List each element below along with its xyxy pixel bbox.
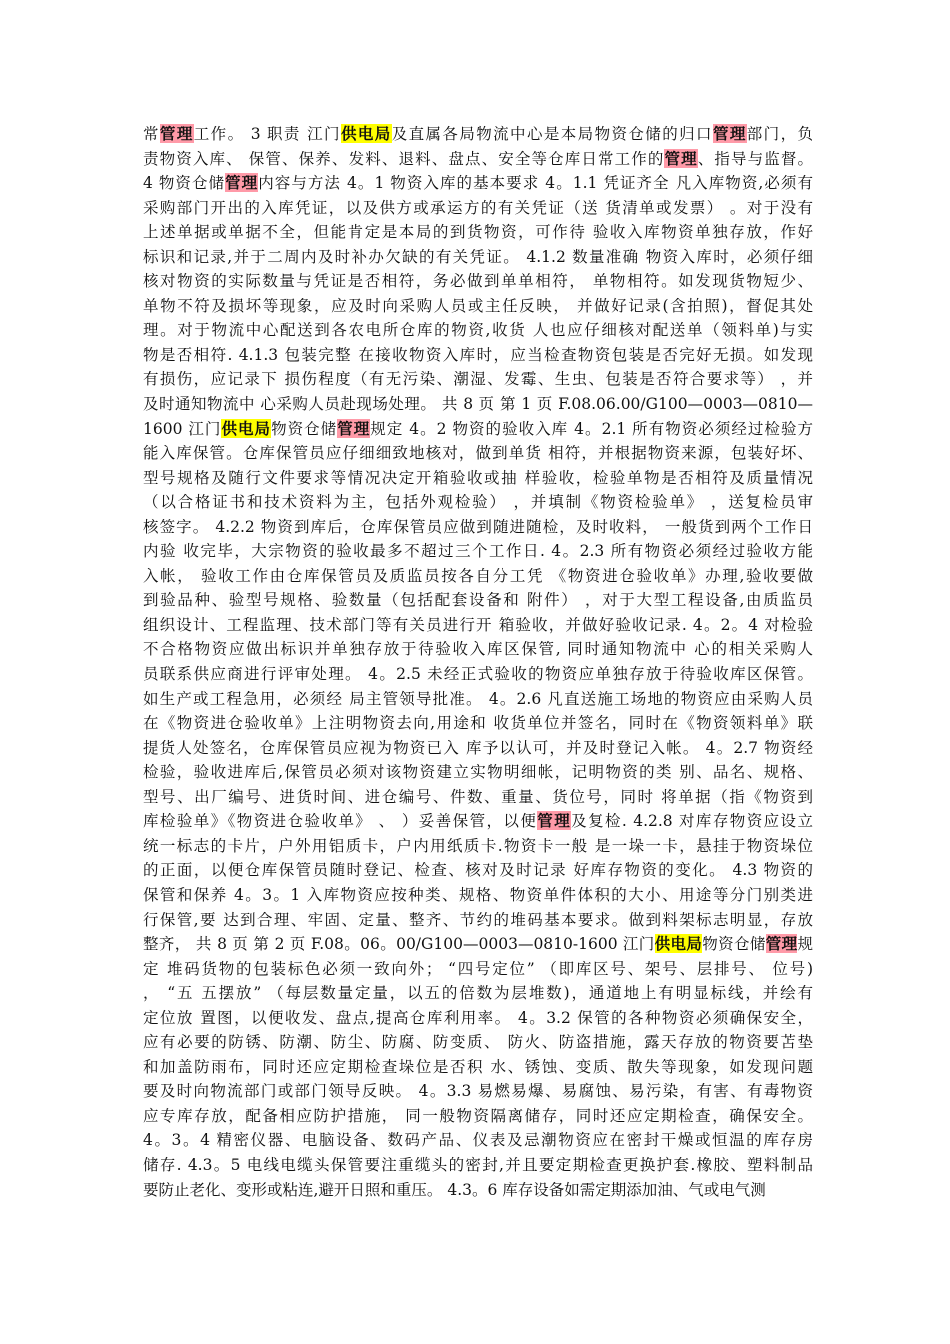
text-segment: 及时通知物流中 心采购人员赴现场处理。 共 8 页 第 1 页 F.08.06.00/G100—0003—0810— [143, 395, 813, 414]
text-segment: 组织设计、工程监理、技术部门等有关员进行开 箱验收，并做好验收记录. 4。2。4 对检验 [143, 615, 813, 634]
text-line [143, 932, 813, 957]
text-segment: 4。3。4 精密仪器、电脑设备、数码产品、仪表及忌潮物资应在密封干燥或恒温的库存房 [143, 1131, 813, 1150]
text-segment: 应专库存放，配备相应防护措施， 同一般物资隔离储存，同时还应定期检查，确保安全。 [143, 1106, 813, 1125]
text-line [143, 981, 813, 1006]
text-segment: 提货人处签名，仓库保管员应视为物资已入 库予以认可，并及时登记入帐。 4。2.7 物资经 [143, 738, 813, 757]
text-segment: 检验，验收进库后,保管员必须对该物资建立实物明细帐，记明物资的类 别、品名、规格、 [143, 763, 813, 782]
text-segment: 到验品种、验型号规格、验数量（包括配套设备和 附件） ，对于大型工程设备,由质监员 [143, 591, 813, 610]
text-segment: 常 [143, 125, 160, 143]
body-text [143, 122, 813, 1202]
text-segment: 定 堆码货物的包装标色必须一致向外； “四号定位” （即库区号、架号、层排号、 位号) [143, 959, 813, 978]
text-segment: 统一标志的卡片，户外用铝质卡，户内用纸质卡.物资卡一般 是一垛一卡，悬挂于物资垛位 [143, 836, 813, 855]
text-line [143, 269, 813, 294]
text-segment: 责物资入库、 保管、保养、发料、退料、盘点、安全等仓库日常工作的 [143, 149, 665, 168]
text-segment: 及直属各局物流中心是本局物资仓储的归口 [391, 125, 713, 143]
text-line [143, 417, 813, 442]
text-line [143, 687, 813, 712]
text-segment: 在《物资进仓验收单》上注明物资去向,用途和 收货单位并签名，同时在《物资领料单》联 [143, 714, 813, 733]
text-segment: 工作。 3 职责 江门 [193, 125, 341, 143]
text-segment: 及复检. 4.2.8 对库存物资应设立 [571, 812, 813, 831]
text-segment: 保管和保养 4。3。1 入库物资应按种类、规格、物资单件体积的大小、用途等分门别类进 [143, 885, 813, 904]
highlighted-term: 管理 [664, 148, 698, 168]
text-segment: 行保管,要 达到合理、牢固、定量、整齐、节约的堆码基本要求。做到料架标志明显，存放 [143, 910, 813, 929]
text-segment: ， “五 五摆放” （每层数量定量，以五的倍数为层堆数)，通道地上有明显标线，并绘有 [143, 984, 813, 1003]
text-segment: 采购部门开出的入库凭证，以及供方或承运方的有关凭证（送 货清单或发票） 。对于没有 [143, 198, 813, 217]
text-line [143, 785, 813, 810]
highlighted-term: 管理 [765, 934, 798, 954]
text-line [143, 220, 813, 245]
text-line [143, 1055, 813, 1080]
highlighted-term: 管理 [337, 418, 371, 438]
text-line [143, 367, 813, 392]
text-segment: 入帐， 验收工作由仓库保管员及质监员按各自分工凭 《物资进仓验收单》办理,验收要做 [143, 566, 813, 585]
text-segment: 内容与方法 4。1 物资入库的基本要求 4。1.1 凭证齐全 凡入库物资,必须有 [258, 174, 813, 193]
text-line [143, 736, 813, 761]
text-line [143, 637, 813, 662]
text-line [143, 1153, 813, 1178]
text-segment: 核签字。 4.2.2 物资到库后，仓库保管员应做到随进随检，及时收料， 一般货到两个工作日 [143, 517, 813, 536]
text-segment: 标识和记录,并于二周内及时补办欠缺的有关凭证。 4.1.2 数量准确 物资入库时，必须仔细 [143, 247, 813, 266]
text-segment: 规 [797, 935, 813, 954]
text-line [143, 908, 813, 933]
text-line [143, 122, 813, 147]
text-line [143, 147, 813, 172]
text-line [143, 1128, 813, 1153]
highlighted-term: 供电局 [654, 934, 703, 954]
text-line [143, 957, 813, 982]
text-segment: 理。对于物流中心配送到各农电所仓库的物资,收货 人也应仔细核对配送单（领料单)与实 [143, 321, 813, 340]
text-segment: 定位放 置图，以便收发、盘点,提高仓库利用率。 4。3.2 保管的各种物资必须确保安全， [143, 1008, 813, 1027]
text-line [143, 1178, 813, 1203]
text-segment: 型号、出厂编号、进货时间、进仓编号、件数、重量、货位号，同时 将单据（指《物资到 [143, 787, 813, 806]
text-segment: 整齐， 共 8 页 第 2 页 F.08。06。00/G100—0003—0810-1600 江门 [143, 935, 655, 954]
text-segment: 物资仓储 [702, 935, 766, 954]
text-line [143, 1030, 813, 1055]
text-line [143, 196, 813, 221]
text-segment: 的正面，以便仓库保管员随时登记、检查、核对及时记录 好库存物资的变化。 4.3 物资的 [143, 861, 813, 880]
text-line [143, 858, 813, 883]
text-segment: （以合格证书和技术资料为主，包括外观检验） ，并填制《物资检验单》 ，送复检员审 [143, 493, 813, 512]
highlighted-term: 管理 [537, 811, 572, 831]
text-line [143, 809, 813, 834]
text-line [143, 490, 813, 515]
text-line [143, 171, 813, 196]
text-line [143, 466, 813, 491]
text-segment: 物资仓储 [271, 419, 338, 438]
text-segment: 型号规格及随行文件要求等情况决定开箱验收或抽 样验收，检验单物是否相符及质量情况 [143, 468, 813, 487]
text-line [143, 588, 813, 613]
text-line [143, 1104, 813, 1129]
text-line [143, 564, 813, 589]
highlighted-term: 管理 [225, 173, 259, 193]
text-segment: 物是否相符. 4.1.3 包装完整 在接收物资入库时，应当检查物资包装是否完好无损。如发现 [143, 345, 813, 364]
text-line [143, 343, 813, 368]
text-segment: 不合格物资应做出标识并单独存放于待验收入库区保管, 同时通知物流中 心的相关采购人 [143, 640, 813, 659]
text-segment: 规定 4。2 物资的验收入库 4。2.1 所有物资必须经过检验方 [370, 419, 813, 438]
text-line [143, 711, 813, 736]
text-line [143, 392, 813, 417]
text-segment: 上述单据或单据不全，但能肯定是本局的到货物资，可作待 验收入库物资单独存放，作好 [143, 223, 813, 242]
text-line [143, 1079, 813, 1104]
highlighted-term: 供电局 [221, 418, 272, 438]
text-segment: 能入库保管。仓库保管员应仔细细致地核对，做到单货 相符，并根据物资来源，包装好坏、 [143, 444, 813, 463]
text-line [143, 883, 813, 908]
text-line [143, 515, 813, 540]
text-segment: 部门，负 [746, 125, 813, 143]
highlighted-term: 管理 [712, 124, 747, 143]
text-segment: 、指导与监督。 [697, 149, 813, 168]
text-line [143, 662, 813, 687]
text-line [143, 294, 813, 319]
text-line [143, 760, 813, 785]
text-line [143, 539, 813, 564]
text-segment: 库检验单》《物资进仓验收单》 、 ）妥善保管，以便 [143, 812, 538, 831]
text-line [143, 834, 813, 859]
text-segment: 有损伤，应记录下 损伤程度（有无污染、潮湿、发霉、生虫、包装是否符合要求等） ，并 [143, 370, 813, 389]
text-line [143, 318, 813, 343]
text-line [143, 441, 813, 466]
highlighted-term: 供电局 [340, 124, 392, 143]
text-line [143, 245, 813, 270]
text-segment: 内验 收完毕，大宗物资的验收最多不超过三个工作日. 4。2.3 所有物资必须经过验收方能 [143, 542, 813, 561]
text-segment: 核对物资的实际数量与凭证是否相符，务必做到单单相符， 单物相符。如发现货物短少、 [143, 272, 813, 291]
text-segment: 要及时向物流部门或部门领导反映。 4。3.3 易燃易爆、易腐蚀、易污染，有害、有毒物资 [143, 1082, 813, 1101]
text-segment: 1600 江门 [143, 419, 222, 438]
text-segment: 如生产或工程急用，必须经 局主管领导批准。 4。2.6 凡直送施工场地的物资应由采购人员 [143, 689, 813, 708]
text-segment: 单物不符及损坏等现象，应及时向采购人员或主任反映， 并做好记录(含拍照)，督促其处 [143, 296, 813, 315]
text-segment: 要防止老化、变形或粘连,避开日照和重压。 4.3。6 库存设备如需定期添加油、气或电气测 [143, 1180, 766, 1199]
text-line [143, 1006, 813, 1031]
text-segment: 员联系供应商进行评审处理。 4。2.5 未经正式验收的物资应单独存放于待验收库区保管。 [143, 665, 813, 684]
text-segment: 4 物资仓储 [143, 174, 226, 193]
text-segment: 和加盖防雨布，同时还应定期检查垛位是否积 水、锈蚀、变质、散失等现象，如发现问题 [143, 1057, 813, 1076]
text-segment: 储存. 4.3。5 电线电缆头保管要注重缆头的密封,并且要定期检查更换护套.橡胶、塑料制品 [143, 1155, 813, 1174]
text-line [143, 613, 813, 638]
text-segment: 应有必要的防锈、防潮、防尘、防腐、防变质、 防火、防盗措施，露天存放的物资要苫垫 [143, 1033, 813, 1052]
highlighted-term: 管理 [159, 124, 194, 143]
